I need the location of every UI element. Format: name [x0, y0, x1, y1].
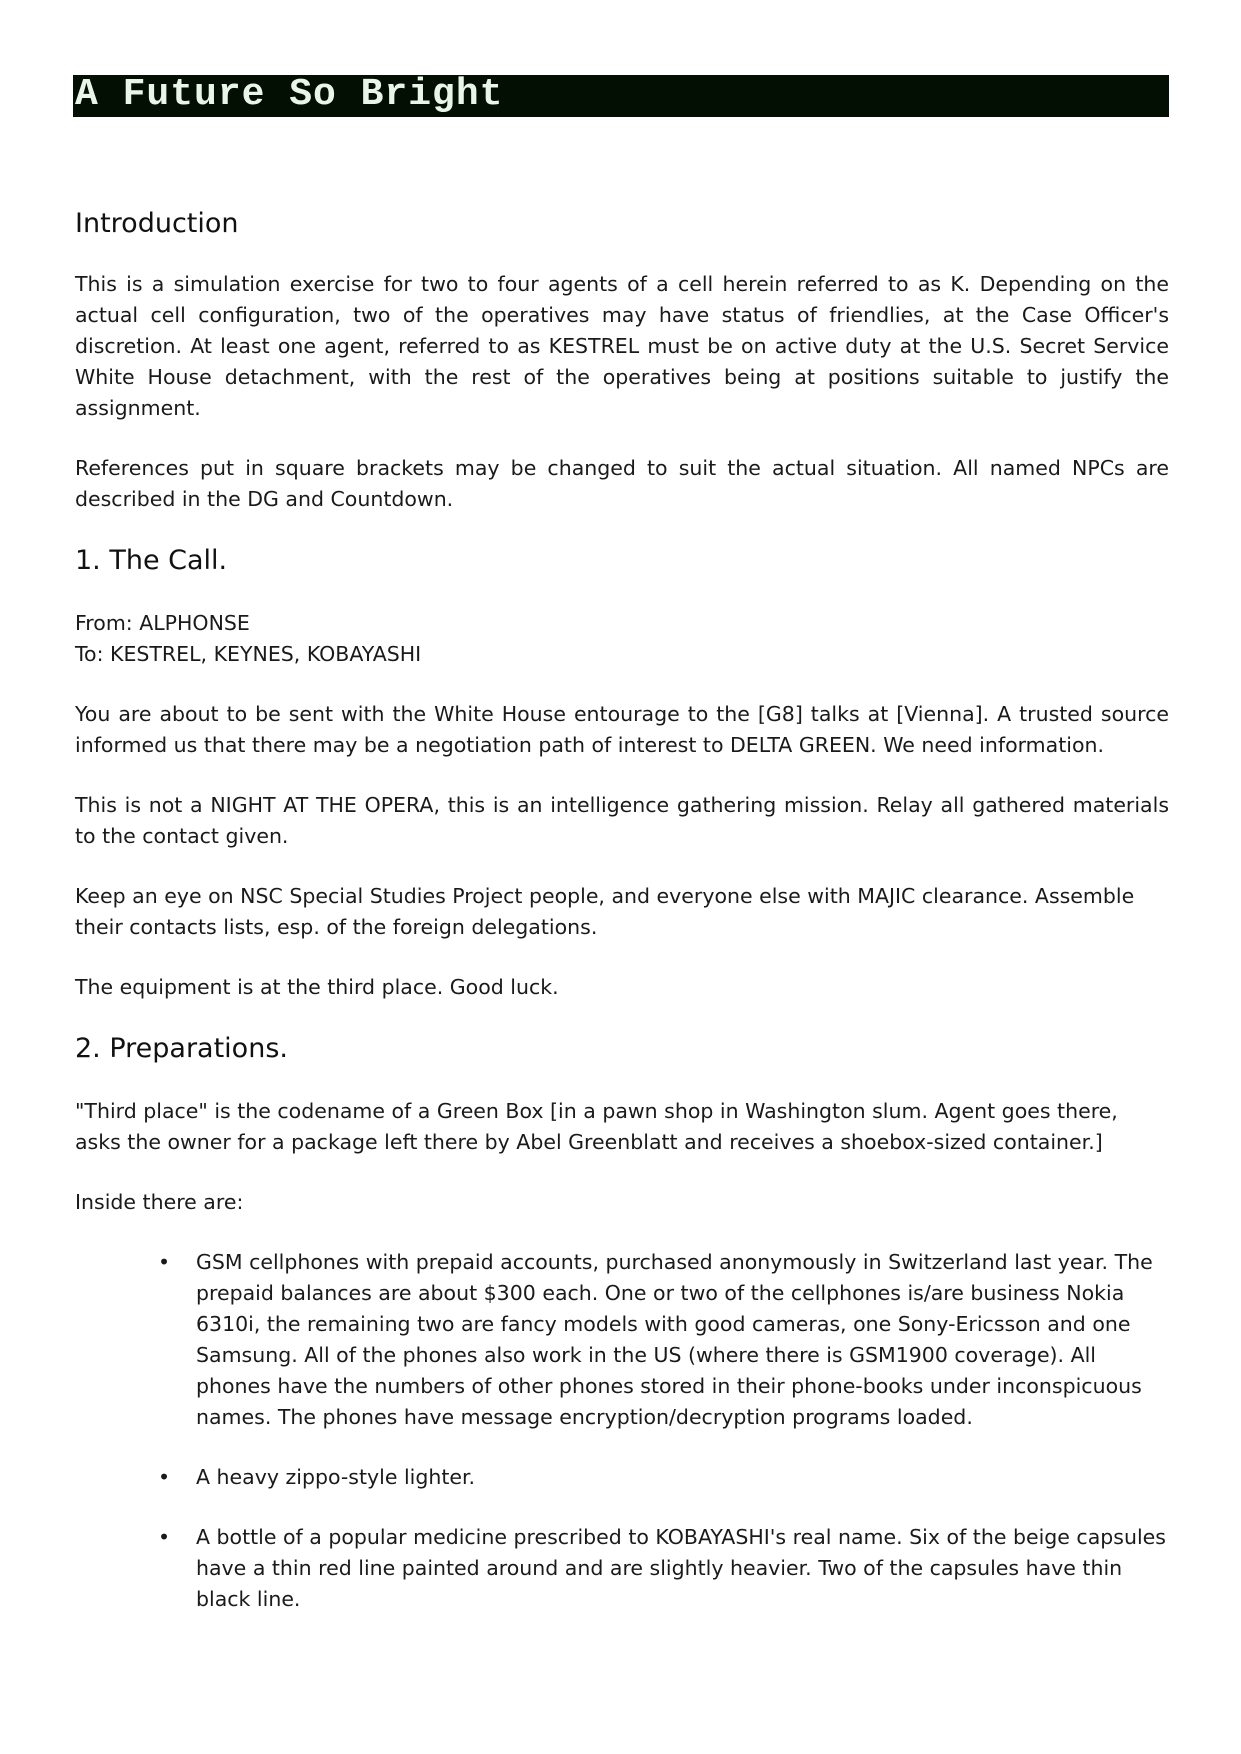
preparations-paragraph: "Third place" is the codename of a Green Box [in a pawn shop in Washington slum. Agent goes there, asks the owner for a package left there by Abel Greenblatt and receives a shoebox-sized container.]	[75, 1099, 1118, 1154]
document-page	[75, 75, 1169, 1644]
list-item-text: A bottle of a popular medicine prescribed to KOBAYASHI's real name. Six of the beige capsules have a thin red line painted around and are slightly heavier. Two of the capsules have thin black line.	[196, 1525, 1166, 1611]
call-paragraph: Keep an eye on NSC Special Studies Project people, and everyone else with MAJIC clearance. Assemble their contacts lists, esp. of the foreign delegations.	[75, 884, 1135, 939]
preparations-heading: 2. Preparations.	[75, 1033, 288, 1064]
introduction-paragraph: References put in square brackets may be changed to suit the actual situation. All named NPCs are described in the DG and Countdown.	[75, 456, 1169, 511]
list-item-text: GSM cellphones with prepaid accounts, purchased anonymously in Switzerland last year. The prepaid balances are about $300 each. One or two of the cellphones is/are business Nokia 6310i, the remaining two are fancy models with good cameras, one Sony-Ericsson and one Samsung. All of the phones also work in the US (where there is GSM1900 coverage). All phones have the numbers of other phones stored in their phone-books under inconspicuous names. The phones have message encryption/decryption programs loaded.	[196, 1250, 1153, 1429]
bullet-icon: •	[158, 1250, 171, 1274]
call-paragraph: The equipment is at the third place. Good luck.	[75, 975, 559, 999]
equipment-list	[75, 1247, 1169, 1615]
memo-header	[75, 608, 1169, 670]
list-item-text: A heavy zippo-style lighter.	[196, 1465, 476, 1489]
memo-from: From: ALPHONSE	[75, 611, 250, 635]
bullet-icon: •	[158, 1465, 171, 1489]
call-paragraph: You are about to be sent with the White House entourage to the [G8] talks at [Vienna]. A trusted source informed us that there may be a negotiation path of interest to DELTA GREEN. We need information.	[75, 702, 1169, 757]
document-title: A Future So Bright	[75, 73, 504, 116]
list-item	[75, 1247, 1169, 1433]
call-paragraph: This is not a NIGHT AT THE OPERA, this is an intelligence gathering mission. Relay all gathered materials to the contact given.	[75, 793, 1169, 848]
bullet-icon: •	[158, 1525, 171, 1549]
call-heading: 1. The Call.	[75, 545, 228, 576]
memo-to: To: KESTREL, KEYNES, KOBAYASHI	[75, 642, 422, 666]
preparations-paragraph: Inside there are:	[75, 1190, 244, 1214]
list-item	[75, 1522, 1169, 1615]
introduction-paragraph: This is a simulation exercise for two to four agents of a cell herein referred to as K. Depending on the actual cell configuration, two of the operatives may have status of friendlies, at the Case Officer's discretion. At least one agent, referred to as KESTREL must be on active duty at the U.S. Secret Service White House detachment, with the rest of the operatives being at positions suitable to justify the assignment.	[75, 272, 1169, 420]
title-bar	[73, 75, 1169, 117]
list-item	[75, 1462, 1169, 1493]
introduction-heading: Introduction	[75, 208, 239, 239]
